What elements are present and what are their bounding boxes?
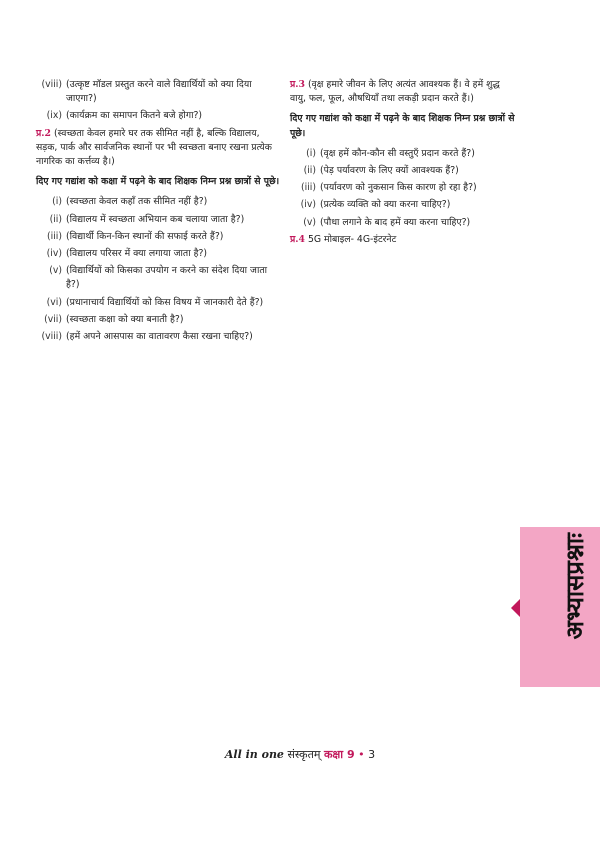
sub-question: (ii) (पेड़ पर्यावरण के लिए क्यों आवश्यक हैं?) xyxy=(303,165,459,177)
sub-question-list xyxy=(290,147,518,230)
brand-logo: All in one xyxy=(224,748,284,761)
question-4: प्र.4 5G मोबाइल- 4G-इंटरनेट xyxy=(290,233,397,245)
sub-question: (vi) (प्रधानाचार्य विद्यार्थियों को किस विषय में जानकारी देते हैं?) xyxy=(46,296,264,308)
sub-question: (i) (स्वच्छता केवल कहाँ तक सीमित नहीं है?) xyxy=(52,196,208,208)
section-label: अभ्यासप्रश्नाः xyxy=(561,533,589,640)
sub-question: (viii) (हमें अपने आसपास का वातावरण कैसा रखना चाहिए?) xyxy=(41,331,253,343)
teacher-prompt: दिए गए गद्यांश को कक्षा में पढ़ने के बाद शिक्षक निम्न प्रश्न छात्रों से पूछे। xyxy=(36,176,280,188)
arrow-icon xyxy=(511,599,520,617)
teacher-prompt: दिए गए गद्यांश को कक्षा में पढ़ने के बाद शिक्षक निम्न प्रश्न छात्रों से पूछे। xyxy=(290,113,515,139)
question-2: प्र.2 (स्वच्छता केवल हमारे घर तक सीमित नहीं है, बल्कि विद्यालय, सड़क, पार्क और सार्वजनिक स्थानों पर भी स्वच्छता बनाए रखना प्रत्येक नागरिक का कर्त्तव्य है।) xyxy=(36,127,272,168)
sub-question: (iii) (विद्यार्थी किन-किन स्थानों की सफाई करते हैं?) xyxy=(46,230,224,242)
sub-question: (vii) (स्वच्छता कक्षा को क्या बनाती है?) xyxy=(44,313,184,325)
sub-question: (v) (पौधा लगाने के बाद हमें क्या करना चाहिए?) xyxy=(303,216,471,228)
sub-question: (i) (वृक्ष हमें कौन-कौन सी वस्तुएँ प्रदान करते हैं?) xyxy=(306,147,475,159)
left-column xyxy=(36,78,282,347)
sub-question-list xyxy=(36,195,282,344)
sub-question: (iv) (प्रत्येक व्यक्ति को क्या करना चाहिए?) xyxy=(300,199,451,211)
page-footer xyxy=(0,747,600,762)
sub-question: (iii) (पर्यावरण को नुकसान किस कारण हो रहा है?) xyxy=(300,182,477,194)
sub-question: (ii) (विद्यालय में स्वच्छता अभियान कब चलाया जाता है?) xyxy=(49,213,245,225)
question-3: प्र.3 (वृक्ष हमारे जीवन के लिए अत्यंत आवश्यक हैं। वे हमें शुद्ध वायु, फल, फूल, औषधियाँ तथा लकड़ी प्रदान करते हैं।) xyxy=(290,79,500,105)
sub-question: (ix) (कार्यक्रम का समापन कितने बजे होगा?) xyxy=(46,110,203,122)
subject-name: संस्कृतम् xyxy=(287,748,321,761)
sub-question: (viii) (उत्कृष्ट मॉडल प्रस्तुत करने वाले विद्यार्थियों को क्या दिया जाएगा?) xyxy=(41,79,252,105)
class-label: कक्षा 9 xyxy=(323,748,355,761)
right-column xyxy=(290,78,518,253)
section-side-tab xyxy=(520,527,600,687)
separator-dot-icon: • xyxy=(358,748,365,761)
sub-question: (iv) (विद्यालय परिसर में क्या लगाया जाता है?) xyxy=(46,248,208,260)
sub-question: (v) (विद्यार्थियों को किसका उपयोग न करने का संदेश दिया जाता है?) xyxy=(49,265,268,291)
page-number: 3 xyxy=(368,748,376,761)
